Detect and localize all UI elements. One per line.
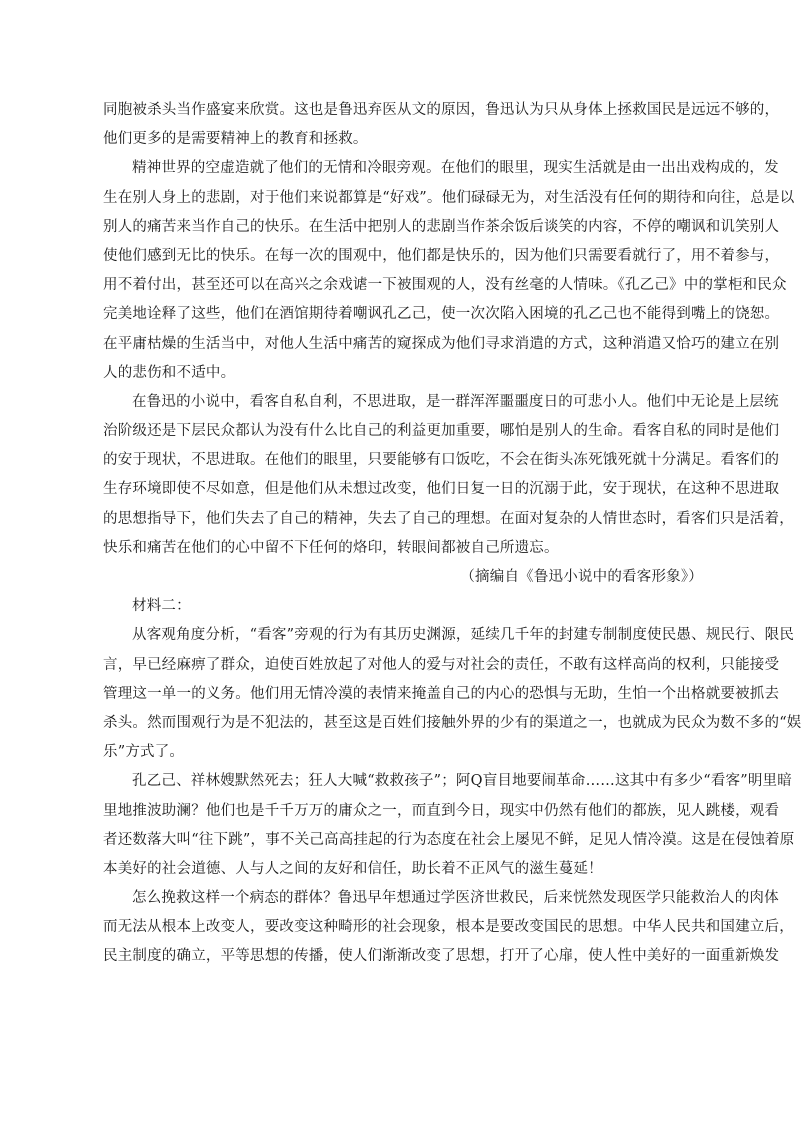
text-line: 管理这一单一的义务。他们用无情冷漠的表情来掩盖自己的内心的恐惧与无助，生怕一个出格就要被抓去 [103, 685, 780, 702]
document-body [103, 96, 802, 972]
text-line: 人的悲伤和不适中。 [103, 364, 236, 381]
text-line: 生存环境即使不尽如意，但是他们从未想过改变，他们日复一日的沉溺于此，安于现状，在这种不思进取 [103, 481, 780, 498]
text-line: 在平庸枯燥的生活当中，对他人生活中痛苦的窥探成为他们寻求消遣的方式，这种消遣又恰巧的建立在别 [103, 335, 780, 352]
paragraph [103, 96, 780, 154]
text-line: 者还数落大叫“往下跳”，事不关己高高挂起的行为态度在社会上屡见不鲜，足见人情冷漠。这是在侵蚀着原 [103, 831, 795, 848]
text-line: 治阶级还是下层民众都认为没有什么比自己的利益更加重要，哪怕是别人的生命。看客自私的同时是他们 [103, 423, 780, 440]
text-line: 使他们感到无比的快乐。在每一次的围观中，他们都是快乐的，因为他们只需要看就行了，用不着参与， [103, 247, 780, 264]
text-line: 言，早已经麻痹了群众，迫使百姓放起了对他人的爱与对社会的责任，不敢有这样高尚的权利，只能接受 [103, 656, 780, 673]
text-line: 生在别人身上的悲剧，对于他们来说都算是“好戏”。他们碌碌无为，对生活没有任何的期待和向往，总是以 [103, 189, 795, 206]
paragraph [103, 154, 795, 388]
text-line: 的思想指导下，他们失去了自己的精神，失去了自己的理想。在面对复杂的人情世态时，看客们只是活着， [103, 510, 794, 527]
text-line: 同胞被杀头当作盛宴来欣赏。这也是鲁迅弃医从文的原因，鲁迅认为只从身体上拯救国民是远远不够的， [103, 102, 780, 118]
material-label: 材料二： [132, 598, 191, 615]
text-line: 而无法从根本上改变人，要改变这种畸形的社会现象，根本是要改变国民的思想。中华人民共和国建立后， [103, 919, 794, 936]
text-line: 在鲁迅的小说中，看客自私自利，不思进取，是一群浑浑噩噩度日的可悲小人。他们中无论是上层统 [132, 393, 779, 410]
text-line: 完美地诠释了这些，他们在酒馆期待着嘲讽孔乙己，使一次次陷入困境的孔乙己也不能得到嘴上的饶恕。 [103, 306, 780, 323]
paragraph [103, 388, 794, 563]
text-line: 他们更多的是需要精神上的教育和拯救。 [103, 131, 368, 148]
source-note: （摘编自《鲁迅小说中的看客形象》） [460, 569, 703, 585]
text-line: 民主制度的确立，平等思想的传播，使人们渐渐改变了思想，打开了心扉，使人性中美好的一面重新焕发 [103, 948, 780, 965]
text-line: 精神世界的空虚造就了他们的无情和冷眼旁观。在他们的眼里，现实生活就是由一出出戏构成的，发 [132, 160, 779, 177]
text-line: 杀头。然而围观行为是不犯法的，甚至这是百姓们接触外界的少有的渠道之一，也就成为民众为数不多的“娱 [103, 714, 802, 731]
text-line: 用不着付出，甚至还可以在高兴之余戏谑一下被围观的人，没有丝毫的人情味。《孔乙己》中的掌柜和民众 [103, 277, 787, 294]
text-line: 快乐和痛苦在他们的心中留不下任何的烙印，转眼间都被自己所遗忘。 [103, 539, 559, 556]
text-line: 的安于现状，不思进取。在他们的眼里，只要能够有口饭吃，不会在街头冻死饿死就十分满足。看客们的 [103, 452, 780, 469]
text-line: 本美好的社会道德、人与人之间的友好和信任，助长着不正风气的滋生蔓延！ [103, 860, 603, 877]
paragraph [103, 884, 794, 972]
text-line: 怎么挽救这样一个病态的群体？鲁迅早年想通过学医济世救民，后来恍然发现医学只能救治人的肉体 [132, 890, 779, 907]
text-line: 里地推波助澜？他们也是千千万万的庸众之一，而直到今日，现实中仍然有他们的都族，见人跳楼，观看 [103, 802, 780, 819]
paragraph [103, 767, 795, 884]
paragraph [103, 621, 802, 767]
text-line: 孔乙己、祥林嫂默然死去；狂人大喊“救救孩子”；阿Q盲目地要闹革命……这其中有多少“看客”明里暗 [132, 773, 792, 790]
text-line: 从客观角度分析，“看客”旁观的行为有其历史渊源，延续几千年的封建专制制度使民愚、规民行、限民 [132, 627, 795, 644]
text-line: 乐”方式了。 [103, 744, 185, 761]
text-line: 别人的痛苦来当作自己的快乐。在生活中把别人的悲剧当作茶余饭后谈笑的内容，不停的嘲讽和讥笑别人 [103, 218, 780, 235]
